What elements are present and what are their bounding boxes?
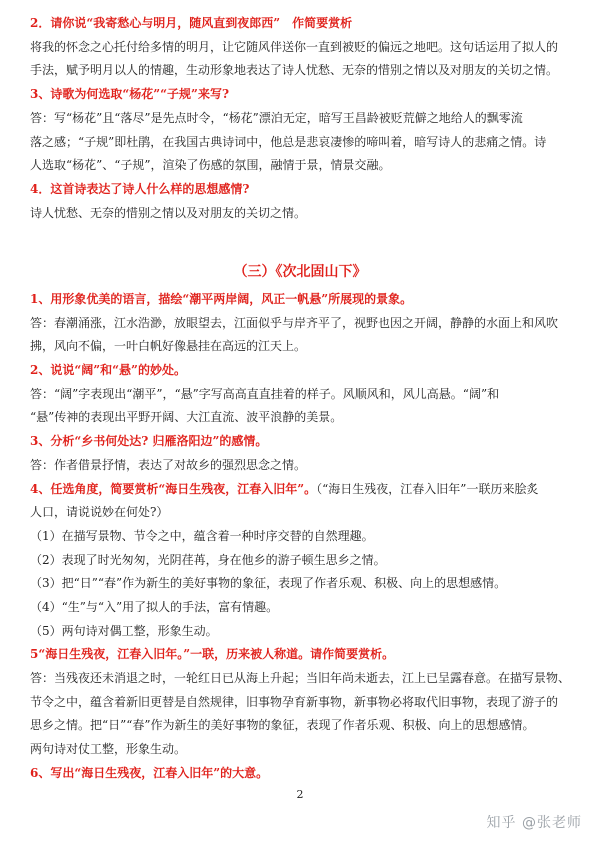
answer-4-line-1: 诗人忧愁、无奈的惜别之情以及对朋友的关切之情。: [30, 206, 307, 220]
s3-answer-5-line-4: 两句诗对仗工整，形象生动。: [30, 742, 187, 756]
point-2: （2）表现了时光匆匆，光阴荏苒，身在他乡的游子顿生思乡之情。: [30, 553, 386, 567]
answer-2-line-1: 将我的怀念之心托付给多情的明月，让它随风伴送你一直到被贬的偏远之地吧。这句话运用了拟人的: [30, 40, 559, 54]
answer-3-line-1: 答：写“杨花”且“落尽”是先点时令，“杨花”漂泊无定，暗写王昌龄被贬荒僻之地给人的飘零流: [30, 111, 523, 125]
s3-answer-3-line-1: 答：作者借景抒情，表达了对故乡的强烈思念之情。: [30, 458, 307, 472]
point-4: （4）“生”与“入”用了拟人的手法，富有情趣。: [30, 600, 279, 614]
s3-question-6: 6、写出“海日生残夜，江春入旧年”的大意。: [30, 766, 269, 780]
s3-question-4-note: （“海日生残夜，江春入旧年”一联历来脍炙: [316, 482, 539, 496]
question-4: 4．这首诗表达了诗人什么样的思想感情?: [30, 182, 250, 196]
answer-3-line-2: 落之感；“子规”即杜鹃，在我国古典诗词中，他总是悲哀凄惨的啼叫着，暗写诗人的悲痛之情。诗: [30, 135, 547, 149]
s3-answer-1-line-2: 拂，风向不偏，一叶白帆好像悬挂在高远的江天上。: [30, 339, 307, 353]
answer-3-line-3: 人选取“杨花”、“子规”，渲染了伤感的氛围，融情于景，情景交融。: [30, 158, 391, 172]
s3-answer-1-line-1: 答：春潮涌涨，江水浩渺，放眼望去，江面似乎与岸齐平了，视野也因之开阔，静静的水面上和风吹: [30, 316, 559, 330]
section-title: （三）《次北固山下》: [233, 264, 367, 280]
s3-question-4: [30, 478, 578, 500]
s3-question-3: 3、分析“乡书何处达? 归雁洛阳边”的感情。: [30, 434, 268, 448]
question-3: 3、诗歌为何选取“杨花”“子规”来写?: [30, 87, 229, 101]
s3-question-4-line-2: 人口，请说说妙在何处?）: [30, 505, 169, 519]
s3-answer-5-line-2: 节令之中，蕴含着新旧更替是自然规律，旧事物孕育新事物，新事物必将取代旧事物，表现了游子的: [30, 695, 559, 709]
answer-2-line-2: 手法，赋予明月以人的情趣，生动形象地表达了诗人忧愁、无奈的惜别之情以及对朋友的关切之情。: [30, 63, 559, 77]
point-5: （5）两句诗对偶工整，形象生动。: [30, 624, 218, 638]
s3-question-5: 5“海日生残夜，江春入旧年。”一联，历来被人称道。请作简要赏析。: [30, 647, 395, 661]
s3-answer-2-line-2: “悬”传神的表现出平野开阔、大江直流、波平浪静的美景。: [30, 410, 343, 424]
watermark: 知乎 @张老师: [486, 815, 582, 831]
s3-answer-2-line-1: 答：“阔”字表现出“潮平”，“悬”字写高高直直挂着的样子。风顺风和，风儿高悬。“阔”和: [30, 387, 500, 401]
question-2: 2．请你说“我寄愁心与明月，随风直到夜郎西” 作简要赏析: [30, 16, 353, 30]
s3-question-2: 2、说说“阔”和“悬”的妙处。: [30, 363, 186, 377]
point-1: （1）在描写景物、节令之中，蕴含着一种时序交替的自然理趣。: [30, 529, 374, 543]
s3-question-1: 1、用形象优美的语言，描绘“潮平两岸阔，风正一帆悬”所展现的景象。: [30, 292, 413, 306]
s3-question-4-red: 4、任选角度，简要赏析“海日生残夜，江春入旧年”。: [30, 482, 317, 496]
s3-answer-5-line-1: 答：当残夜还未消退之时，一轮红日已从海上升起；当旧年尚未逝去，江上已呈露春意。在描写景物、: [30, 671, 571, 685]
page-number: 2: [296, 788, 304, 801]
point-3: （3）把“日”“春”作为新生的美好事物的象征，表现了作者乐观、积极、向上的思想感情。: [30, 576, 507, 590]
s3-answer-5-line-3: 思乡之情。把“日”“春”作为新生的美好事物的象征，表现了作者乐观、积极、向上的思想感情。: [30, 718, 535, 732]
